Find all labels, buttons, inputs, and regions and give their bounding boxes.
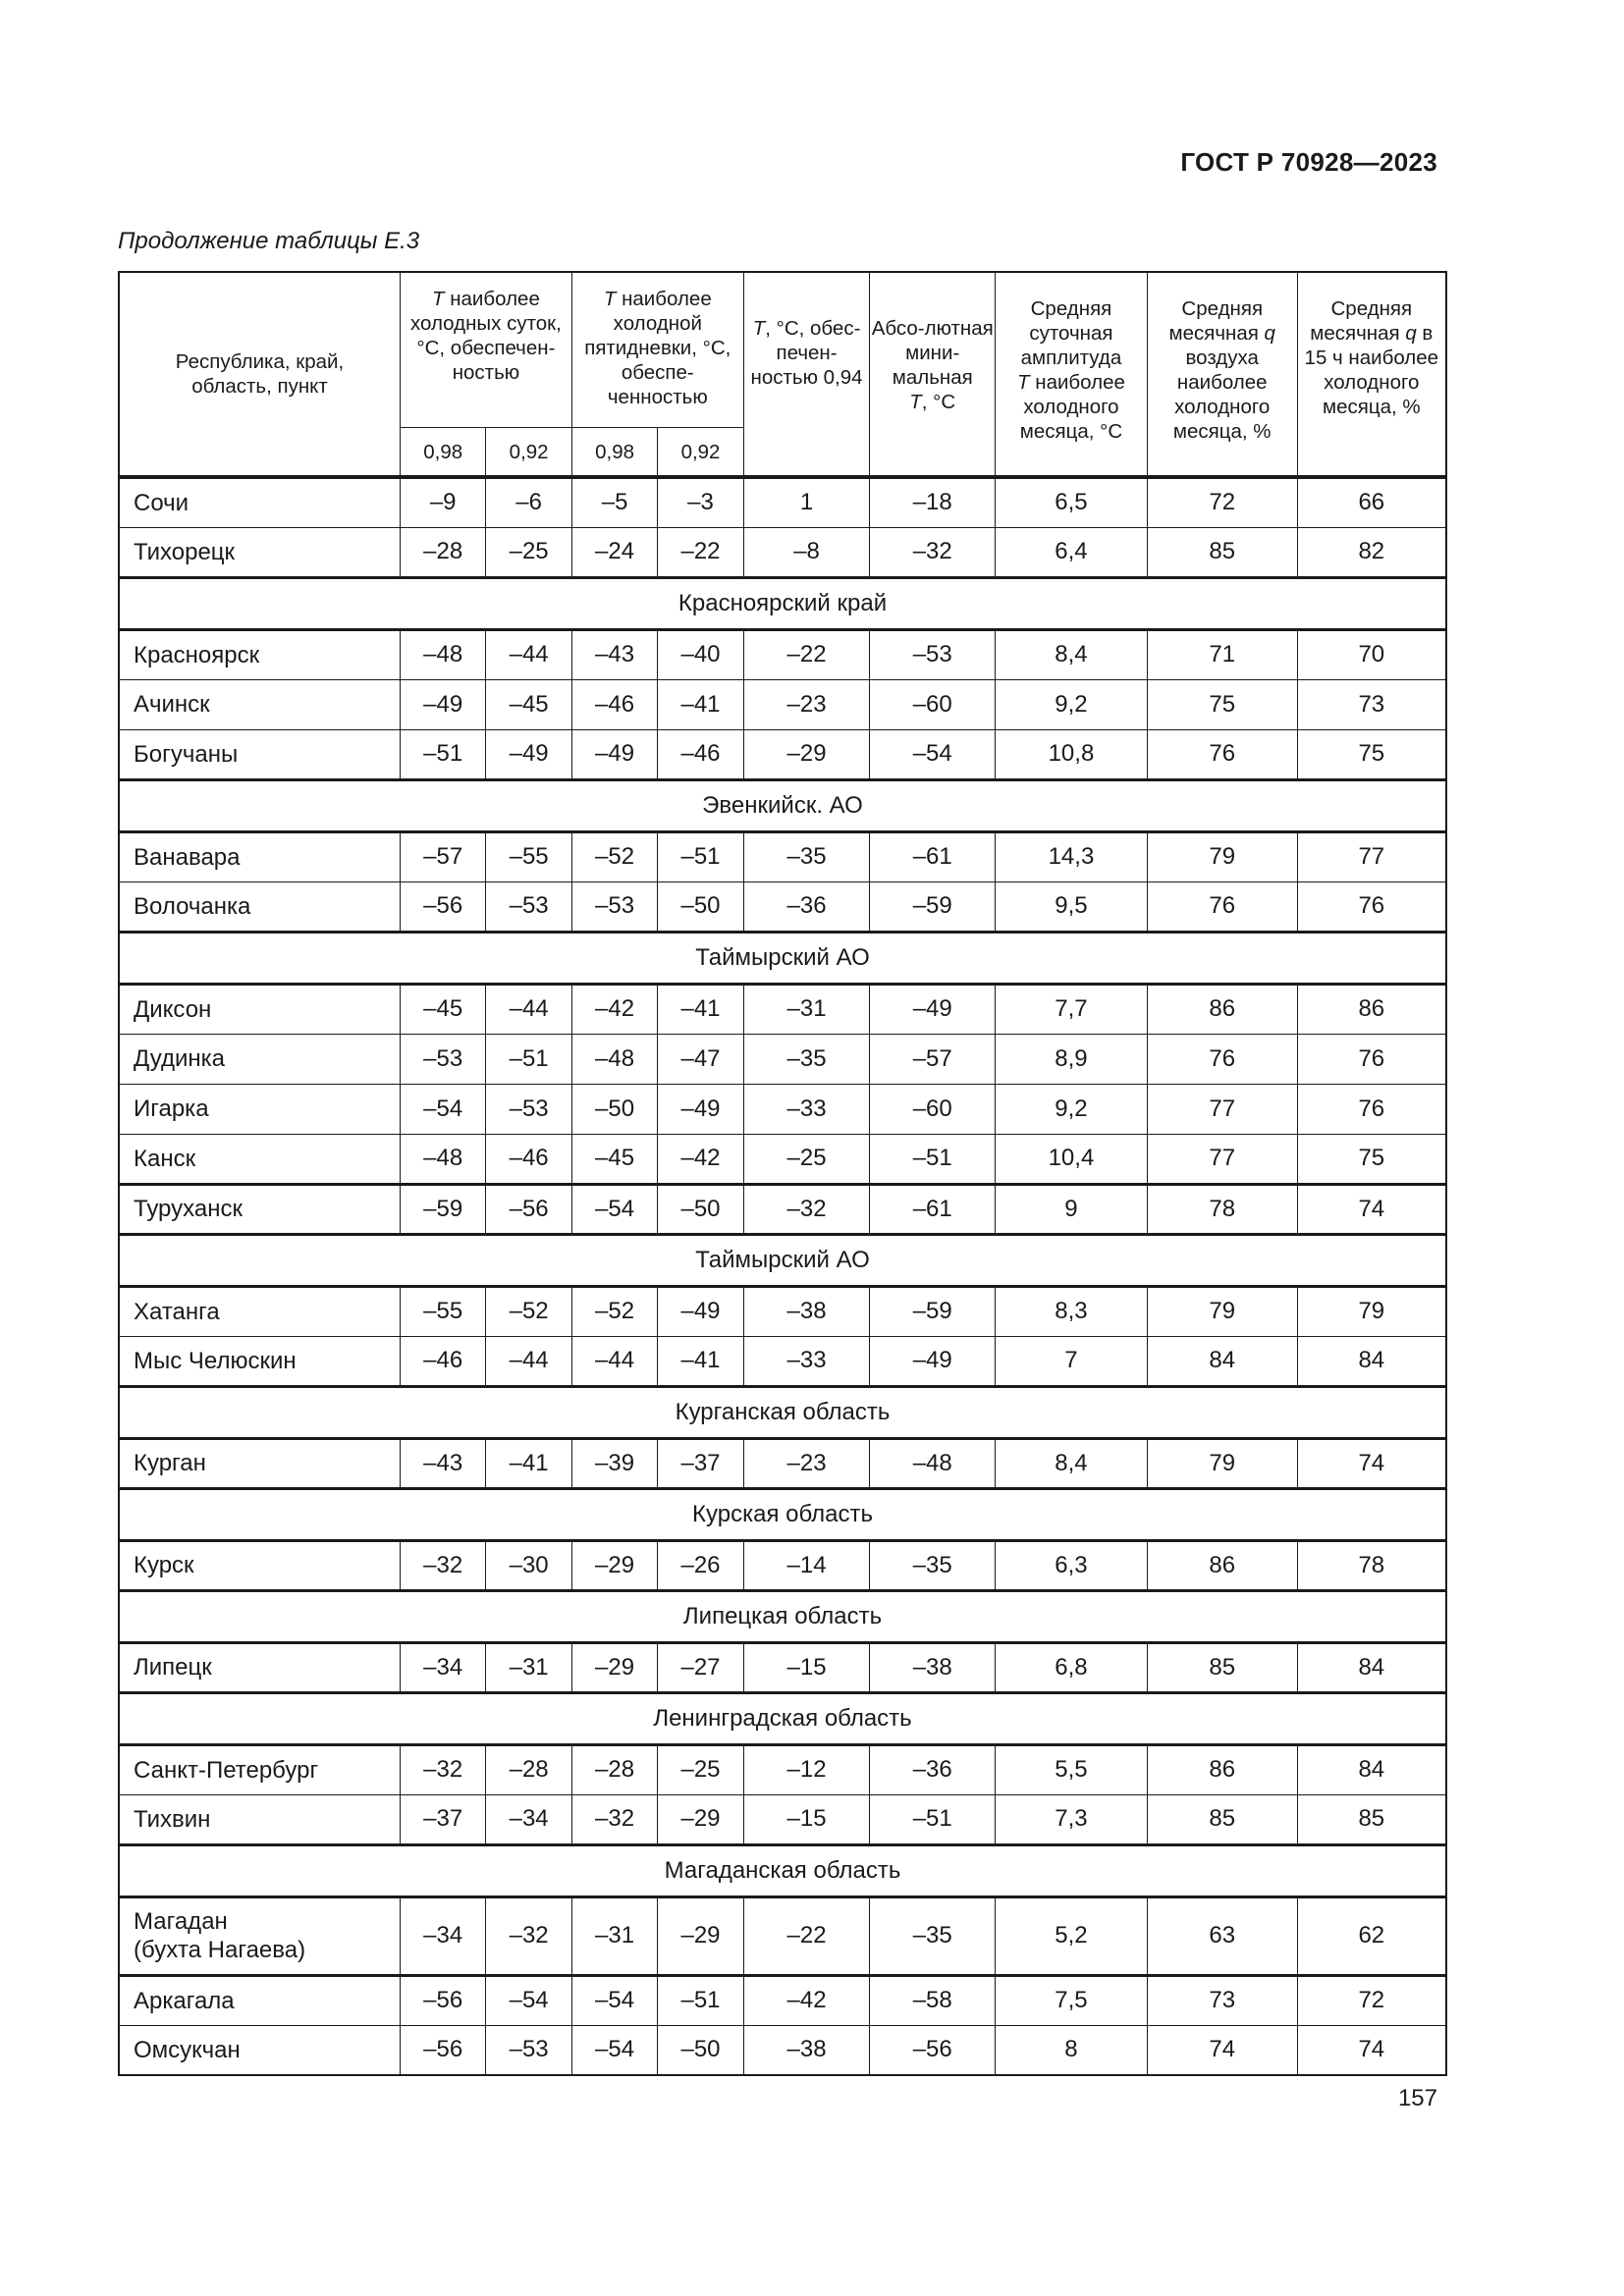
value-cell: –31 (743, 984, 870, 1034)
climate-table (118, 271, 1447, 2076)
value-cell: –53 (486, 1084, 571, 1134)
value-cell: –47 (658, 1034, 743, 1084)
value-cell: –50 (571, 1084, 657, 1134)
value-cell: –42 (743, 1975, 870, 2025)
header-absmin-text: Абсо-лютная мини-мальная (871, 317, 994, 389)
station-name: Ванавара (119, 831, 400, 881)
page-number: 157 (1397, 2085, 1437, 2111)
header-hum15-text2: в 15 ч наиболее холодного месяца, % (1304, 322, 1439, 418)
value-cell: –15 (743, 1794, 870, 1844)
value-cell: 79 (1147, 831, 1297, 881)
value-cell: –36 (743, 881, 870, 932)
value-cell: 9,2 (996, 1084, 1148, 1134)
value-cell: –44 (486, 984, 571, 1034)
value-cell: –56 (486, 1184, 571, 1234)
value-cell: 85 (1297, 1794, 1446, 1844)
value-cell: –60 (870, 1084, 996, 1134)
value-cell: 76 (1147, 729, 1297, 779)
table-row (119, 2025, 1446, 2075)
value-cell: –57 (870, 1034, 996, 1084)
value-cell: –54 (571, 2025, 657, 2075)
region-name: Курская область (119, 1488, 1446, 1540)
value-cell: 85 (1147, 1642, 1297, 1692)
table-row (119, 1134, 1446, 1184)
value-cell: –46 (400, 1336, 485, 1386)
header-hum-text1: Средняя месячная (1168, 297, 1265, 345)
table-row (119, 1744, 1446, 1794)
region-name: Липецкая область (119, 1590, 1446, 1642)
header-hum-text2: воздуха наиболее холодного месяца, % (1172, 347, 1272, 443)
value-cell: –57 (400, 831, 485, 881)
value-cell: 79 (1297, 1286, 1446, 1336)
value-cell: 72 (1297, 1975, 1446, 2025)
station-name: Ачинск (119, 679, 400, 729)
header-amp-t: T (1017, 371, 1030, 394)
value-cell: –56 (400, 1975, 485, 2025)
station-name: Дудинка (119, 1034, 400, 1084)
station-name: Красноярск (119, 629, 400, 679)
value-cell: –56 (400, 881, 485, 932)
value-cell: 75 (1147, 679, 1297, 729)
document-code: ГОСТ Р 70928—2023 (1180, 147, 1437, 177)
value-cell: –32 (486, 1896, 571, 1975)
value-cell: 86 (1147, 1540, 1297, 1590)
value-cell: 76 (1297, 1034, 1446, 1084)
value-cell: 76 (1147, 1034, 1297, 1084)
value-cell: –35 (743, 831, 870, 881)
value-cell: 78 (1297, 1540, 1446, 1590)
header-sub-098a: 0,98 (400, 428, 485, 478)
value-cell: 74 (1297, 1184, 1446, 1234)
region-name: Эвенкийск. АО (119, 779, 1446, 831)
region-row (119, 1844, 1446, 1896)
value-cell: –32 (571, 1794, 657, 1844)
value-cell: –38 (870, 1642, 996, 1692)
value-cell: –49 (870, 1336, 996, 1386)
station-name: Магадан (бухта Нагаева) (119, 1896, 400, 1975)
value-cell: –53 (400, 1034, 485, 1084)
value-cell: –39 (571, 1438, 657, 1488)
value-cell: –34 (400, 1896, 485, 1975)
header-day-text: наиболее холодных суток, °С, обеспечен-ностью (410, 288, 562, 384)
value-cell: –33 (743, 1336, 870, 1386)
header-hum15-text1: Средняя месячная (1310, 297, 1413, 345)
value-cell: –34 (400, 1642, 485, 1692)
value-cell: –51 (870, 1134, 996, 1184)
value-cell: –49 (571, 729, 657, 779)
station-name: Курган (119, 1438, 400, 1488)
region-row (119, 1590, 1446, 1642)
value-cell: –38 (743, 2025, 870, 2075)
table-row (119, 1286, 1446, 1336)
value-cell: –35 (870, 1540, 996, 1590)
value-cell: 10,8 (996, 729, 1148, 779)
value-cell: –18 (870, 477, 996, 527)
value-cell: –42 (571, 984, 657, 1034)
value-cell: –54 (571, 1184, 657, 1234)
value-cell: 70 (1297, 629, 1446, 679)
value-cell: 5,5 (996, 1744, 1148, 1794)
value-cell: –34 (486, 1794, 571, 1844)
header-t094-t: T (752, 317, 766, 340)
value-cell: 72 (1147, 477, 1297, 527)
value-cell: 7 (996, 1336, 1148, 1386)
value-cell: –29 (658, 1794, 743, 1844)
value-cell: –49 (658, 1286, 743, 1336)
value-cell: –27 (658, 1642, 743, 1692)
value-cell: –43 (571, 629, 657, 679)
value-cell: 9 (996, 1184, 1148, 1234)
value-cell: –26 (658, 1540, 743, 1590)
region-name: Ленинградская область (119, 1692, 1446, 1744)
value-cell: –31 (571, 1896, 657, 1975)
value-cell: –28 (400, 527, 485, 577)
region-row (119, 779, 1446, 831)
value-cell: 77 (1147, 1134, 1297, 1184)
value-cell: –35 (743, 1034, 870, 1084)
value-cell: –29 (571, 1642, 657, 1692)
value-cell: –41 (486, 1438, 571, 1488)
header-day-group (400, 272, 571, 428)
value-cell: –22 (743, 1896, 870, 1975)
value-cell: 63 (1147, 1896, 1297, 1975)
header-name-text: Республика, край, область, пункт (175, 350, 345, 398)
value-cell: 84 (1147, 1336, 1297, 1386)
value-cell: –43 (400, 1438, 485, 1488)
table-row (119, 1084, 1446, 1134)
region-row (119, 1234, 1446, 1286)
table-row (119, 831, 1446, 881)
header-humidity (1147, 272, 1297, 477)
table-row (119, 477, 1446, 527)
value-cell: –37 (658, 1438, 743, 1488)
value-cell: –49 (486, 729, 571, 779)
station-name: Богучаны (119, 729, 400, 779)
header-t094-text: , °С, обес-печен-ностью 0,94 (750, 317, 863, 389)
value-cell: 7,3 (996, 1794, 1148, 1844)
value-cell: 8,4 (996, 1438, 1148, 1488)
value-cell: 73 (1147, 1975, 1297, 2025)
table-row (119, 679, 1446, 729)
header-five-group (571, 272, 743, 428)
value-cell: 62 (1297, 1896, 1446, 1975)
value-cell: 82 (1297, 527, 1446, 577)
value-cell: –32 (743, 1184, 870, 1234)
station-name: Сочи (119, 477, 400, 527)
header-absmin-t: T (909, 391, 922, 413)
value-cell: 76 (1297, 881, 1446, 932)
value-cell: –53 (571, 881, 657, 932)
station-name: Тихорецк (119, 527, 400, 577)
value-cell: –50 (658, 881, 743, 932)
station-name: Игарка (119, 1084, 400, 1134)
value-cell: –25 (743, 1134, 870, 1184)
value-cell: 84 (1297, 1744, 1446, 1794)
value-cell: 7,7 (996, 984, 1148, 1034)
station-name: Тихвин (119, 1794, 400, 1844)
value-cell: –56 (400, 2025, 485, 2075)
value-cell: 76 (1297, 1084, 1446, 1134)
header-absmin (870, 272, 996, 477)
value-cell: 84 (1297, 1642, 1446, 1692)
value-cell: –61 (870, 831, 996, 881)
value-cell: 8,9 (996, 1034, 1148, 1084)
value-cell: –44 (486, 1336, 571, 1386)
value-cell: 1 (743, 477, 870, 527)
value-cell: –58 (870, 1975, 996, 2025)
table-caption: Продолжение таблицы Е.3 (118, 228, 420, 254)
region-name: Магаданская область (119, 1844, 1446, 1896)
value-cell: –35 (870, 1896, 996, 1975)
value-cell: –44 (486, 629, 571, 679)
value-cell: 84 (1297, 1336, 1446, 1386)
value-cell: –8 (743, 527, 870, 577)
table-row (119, 1540, 1446, 1590)
value-cell: –28 (486, 1744, 571, 1794)
header-sub-092a: 0,92 (486, 428, 571, 478)
header-five-t: T (603, 288, 617, 310)
station-name: Омсукчан (119, 2025, 400, 2075)
region-name: Красноярский край (119, 577, 1446, 629)
header-absmin-unit: , °С (921, 391, 956, 413)
value-cell: –54 (400, 1084, 485, 1134)
value-cell: 74 (1297, 2025, 1446, 2075)
region-row (119, 1488, 1446, 1540)
value-cell: –45 (571, 1134, 657, 1184)
value-cell: 77 (1297, 831, 1446, 881)
value-cell: –55 (486, 831, 571, 881)
value-cell: –49 (400, 679, 485, 729)
value-cell: –22 (658, 527, 743, 577)
station-name: Аркагала (119, 1975, 400, 2025)
value-cell: –25 (486, 527, 571, 577)
value-cell: –29 (658, 1896, 743, 1975)
value-cell: 5,2 (996, 1896, 1148, 1975)
value-cell: –32 (400, 1540, 485, 1590)
header-t094 (743, 272, 870, 477)
table-row (119, 1034, 1446, 1084)
header-day-t: T (431, 288, 445, 310)
value-cell: –60 (870, 679, 996, 729)
value-cell: –6 (486, 477, 571, 527)
value-cell: –51 (400, 729, 485, 779)
value-cell: –28 (571, 1744, 657, 1794)
header-sub-098b: 0,98 (571, 428, 657, 478)
station-name: Курск (119, 1540, 400, 1590)
table-row (119, 1642, 1446, 1692)
value-cell: –46 (571, 679, 657, 729)
table-row (119, 1794, 1446, 1844)
value-cell: –49 (658, 1084, 743, 1134)
value-cell: 76 (1147, 881, 1297, 932)
value-cell: 6,3 (996, 1540, 1148, 1590)
value-cell: –12 (743, 1744, 870, 1794)
header-hum-q: q (1264, 322, 1275, 345)
station-name: Мыс Челюскин (119, 1336, 400, 1386)
header-humidity-15h (1297, 272, 1446, 477)
table-row (119, 1336, 1446, 1386)
value-cell: –32 (400, 1744, 485, 1794)
value-cell: 7,5 (996, 1975, 1148, 2025)
value-cell: –59 (870, 881, 996, 932)
value-cell: –50 (658, 2025, 743, 2075)
value-cell: –22 (743, 629, 870, 679)
value-cell: –51 (658, 1975, 743, 2025)
value-cell: –52 (571, 831, 657, 881)
value-cell: –59 (870, 1286, 996, 1336)
value-cell: –52 (571, 1286, 657, 1336)
value-cell: 14,3 (996, 831, 1148, 881)
value-cell: –55 (400, 1286, 485, 1336)
value-cell: –33 (743, 1084, 870, 1134)
header-name (119, 272, 400, 477)
value-cell: –42 (658, 1134, 743, 1184)
table-header (119, 272, 1446, 477)
station-name: Волочанка (119, 881, 400, 932)
region-row (119, 1386, 1446, 1438)
value-cell: 73 (1297, 679, 1446, 729)
value-cell: –38 (743, 1286, 870, 1336)
value-cell: 6,8 (996, 1642, 1148, 1692)
value-cell: –40 (658, 629, 743, 679)
value-cell: –32 (870, 527, 996, 577)
value-cell: –14 (743, 1540, 870, 1590)
header-amp-text2: наиболее холодного месяца, °С (1019, 371, 1125, 443)
value-cell: –9 (400, 477, 485, 527)
value-cell: –24 (571, 527, 657, 577)
table-row (119, 629, 1446, 679)
value-cell: –23 (743, 1438, 870, 1488)
header-amp-text1: Средняя суточная амплитуда (1020, 297, 1122, 369)
value-cell: –29 (571, 1540, 657, 1590)
header-hum15-q: q (1405, 322, 1417, 345)
value-cell: 78 (1147, 1184, 1297, 1234)
station-name: Липецк (119, 1642, 400, 1692)
value-cell: –56 (870, 2025, 996, 2075)
value-cell: –48 (400, 1134, 485, 1184)
value-cell: 79 (1147, 1438, 1297, 1488)
region-row (119, 932, 1446, 984)
value-cell: –49 (870, 984, 996, 1034)
value-cell: –48 (571, 1034, 657, 1084)
value-cell: 9,5 (996, 881, 1148, 932)
table-row (119, 984, 1446, 1034)
table-row (119, 729, 1446, 779)
value-cell: 71 (1147, 629, 1297, 679)
value-cell: 6,5 (996, 477, 1148, 527)
station-name: Туруханск (119, 1184, 400, 1234)
value-cell: 77 (1147, 1084, 1297, 1134)
value-cell: –5 (571, 477, 657, 527)
value-cell: –52 (486, 1286, 571, 1336)
table-row (119, 1184, 1446, 1234)
value-cell: 9,2 (996, 679, 1148, 729)
value-cell: –48 (870, 1438, 996, 1488)
value-cell: 74 (1147, 2025, 1297, 2075)
station-name: Канск (119, 1134, 400, 1184)
value-cell: –41 (658, 679, 743, 729)
header-five-text: наиболее холодной пятидневки, °С, обеспе-ченностью (584, 288, 731, 408)
value-cell: 86 (1147, 984, 1297, 1034)
value-cell: –25 (658, 1744, 743, 1794)
header-amplitude (996, 272, 1148, 477)
value-cell: –53 (870, 629, 996, 679)
value-cell: 85 (1147, 1794, 1297, 1844)
value-cell: –15 (743, 1642, 870, 1692)
value-cell: –37 (400, 1794, 485, 1844)
value-cell: –23 (743, 679, 870, 729)
value-cell: –50 (658, 1184, 743, 1234)
table-row (119, 1438, 1446, 1488)
table-row (119, 1975, 1446, 2025)
value-cell: –51 (658, 831, 743, 881)
value-cell: –41 (658, 1336, 743, 1386)
value-cell: 79 (1147, 1286, 1297, 1336)
value-cell: 8 (996, 2025, 1148, 2075)
value-cell: –3 (658, 477, 743, 527)
value-cell: –46 (658, 729, 743, 779)
table-row (119, 881, 1446, 932)
region-name: Курганская область (119, 1386, 1446, 1438)
value-cell: –51 (486, 1034, 571, 1084)
station-name: Диксон (119, 984, 400, 1034)
table-row (119, 527, 1446, 577)
value-cell: –30 (486, 1540, 571, 1590)
value-cell: –46 (486, 1134, 571, 1184)
value-cell: 75 (1297, 729, 1446, 779)
value-cell: –36 (870, 1744, 996, 1794)
value-cell: 75 (1297, 1134, 1446, 1184)
value-cell: –53 (486, 881, 571, 932)
value-cell: –31 (486, 1642, 571, 1692)
value-cell: 85 (1147, 527, 1297, 577)
table-body (119, 477, 1446, 2075)
value-cell: –53 (486, 2025, 571, 2075)
value-cell: –45 (400, 984, 485, 1034)
value-cell: –59 (400, 1184, 485, 1234)
header-sub-092b: 0,92 (658, 428, 743, 478)
value-cell: –51 (870, 1794, 996, 1844)
region-name: Таймырский АО (119, 1234, 1446, 1286)
value-cell: 8,4 (996, 629, 1148, 679)
value-cell: –61 (870, 1184, 996, 1234)
value-cell: –54 (486, 1975, 571, 2025)
value-cell: 86 (1147, 1744, 1297, 1794)
value-cell: –48 (400, 629, 485, 679)
value-cell: 8,3 (996, 1286, 1148, 1336)
region-row (119, 1692, 1446, 1744)
table-row (119, 1896, 1446, 1975)
value-cell: –45 (486, 679, 571, 729)
value-cell: –44 (571, 1336, 657, 1386)
value-cell: –29 (743, 729, 870, 779)
value-cell: –41 (658, 984, 743, 1034)
value-cell: 74 (1297, 1438, 1446, 1488)
value-cell: –54 (870, 729, 996, 779)
value-cell: 10,4 (996, 1134, 1148, 1184)
station-name: Санкт-Петербург (119, 1744, 400, 1794)
value-cell: 86 (1297, 984, 1446, 1034)
value-cell: –54 (571, 1975, 657, 2025)
station-name: Хатанга (119, 1286, 400, 1336)
value-cell: 66 (1297, 477, 1446, 527)
value-cell: 6,4 (996, 527, 1148, 577)
region-name: Таймырский АО (119, 932, 1446, 984)
region-row (119, 577, 1446, 629)
